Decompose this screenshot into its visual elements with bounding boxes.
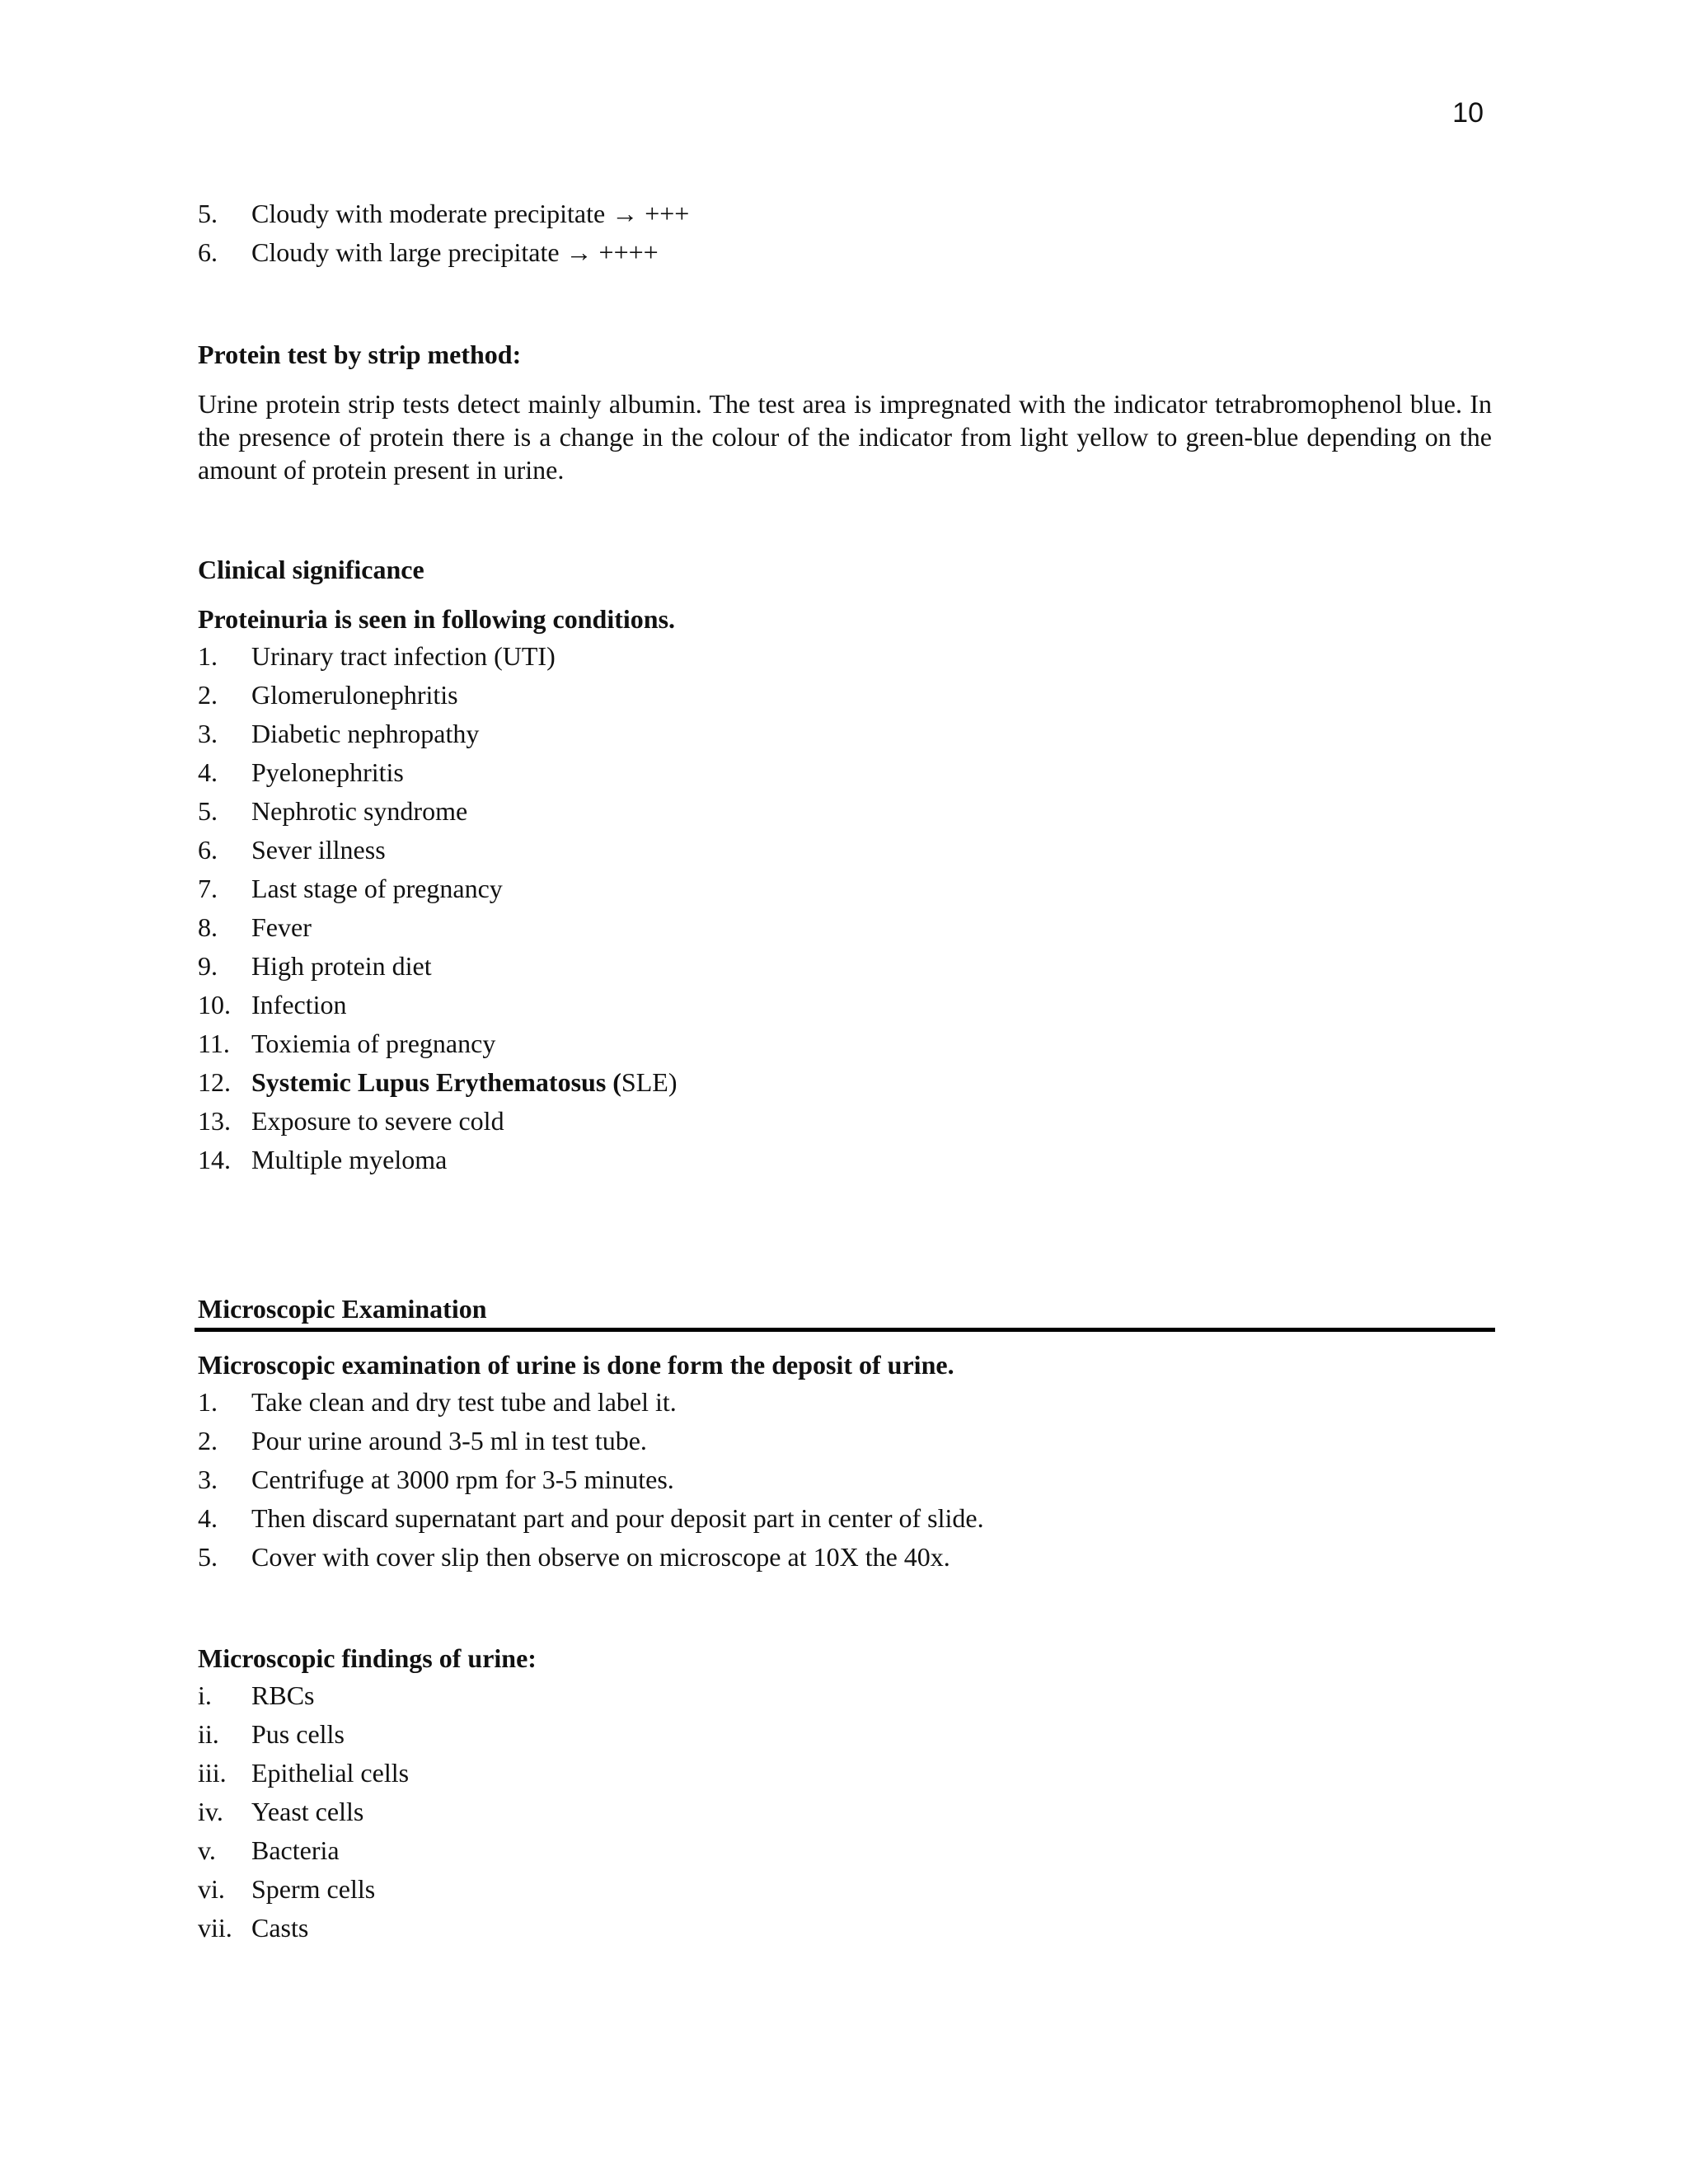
list-item-number: vii.	[198, 1913, 232, 1943]
list-item-text: Urinary tract infection (UTI)	[251, 641, 556, 671]
clinical-significance-section	[198, 551, 1492, 1179]
list-item-rest-text: SLE)	[621, 1067, 678, 1097]
list-item-text: Exposure to severe cold	[251, 1106, 504, 1136]
list-item-number: 9.	[198, 951, 218, 981]
list-item-text: Infection	[251, 990, 347, 1019]
section-divider	[195, 1328, 1495, 1332]
list-item	[198, 1063, 1492, 1102]
list-item-text: Sperm cells	[251, 1874, 376, 1904]
list-item-number: v.	[198, 1835, 216, 1865]
list-item	[198, 637, 1492, 676]
list-item-number: 10.	[198, 990, 231, 1019]
list-item-number: 6.	[198, 835, 218, 865]
list-item	[198, 1715, 1492, 1754]
list-item-text: Centrifuge at 3000 rpm for 3-5 minutes.	[251, 1465, 674, 1494]
list-item-text: Last stage of pregnancy	[251, 874, 503, 903]
list-item	[198, 1024, 1492, 1063]
list-item	[198, 194, 1492, 233]
list-item-number: 14.	[198, 1145, 231, 1174]
list-item-number: 4.	[198, 1503, 218, 1533]
microscopic-findings-section	[198, 1640, 1492, 1947]
microscopic-examination-section	[198, 1347, 1492, 1577]
section-heading: Microscopic Examination	[198, 1294, 487, 1324]
list-item-number: 1.	[198, 1387, 218, 1417]
section-heading: Microscopic findings of urine:	[198, 1643, 537, 1673]
list-item-text	[251, 1063, 677, 1102]
list-item	[198, 1870, 1492, 1909]
list-item	[198, 869, 1492, 908]
strip-method-section	[198, 336, 1492, 486]
list-item	[198, 715, 1492, 753]
list-item-number: 12.	[198, 1067, 231, 1097]
list-item	[198, 1538, 1492, 1577]
list-item-number: 2.	[198, 680, 218, 710]
list-item-text: Cloudy with moderate precipitate → +++	[251, 199, 690, 228]
list-item-number: 5.	[198, 1542, 218, 1572]
list-item	[198, 233, 1492, 272]
procedure-steps-list	[198, 1383, 1492, 1577]
list-item	[198, 1460, 1492, 1499]
list-item	[198, 947, 1492, 986]
list-item	[198, 908, 1492, 947]
list-item-number: vi.	[198, 1874, 225, 1904]
list-item	[198, 1676, 1492, 1715]
section-subheading: Microscopic examination of urine is done form the deposit of urine.	[198, 1350, 954, 1380]
list-item-text: RBCs	[251, 1680, 315, 1710]
list-item-text: Fever	[251, 912, 312, 942]
list-item	[198, 1793, 1492, 1831]
section-heading: Clinical significance	[198, 555, 424, 584]
list-item	[198, 1909, 1492, 1947]
list-item-text: Casts	[251, 1913, 309, 1943]
list-item	[198, 1422, 1492, 1460]
list-item-number: ii.	[198, 1719, 219, 1749]
list-item	[198, 986, 1492, 1024]
list-item	[198, 1102, 1492, 1141]
list-item-text: Cover with cover slip then observe on microscope at 10X the 40x.	[251, 1542, 950, 1572]
list-item-text: Toxiemia of pregnancy	[251, 1029, 496, 1058]
list-item	[198, 753, 1492, 792]
list-item	[198, 1831, 1492, 1870]
list-item-text: Sever illness	[251, 835, 386, 865]
section-subheading: Proteinuria is seen in following conditions.	[198, 604, 676, 634]
list-item-text: Yeast cells	[251, 1797, 364, 1826]
list-item	[198, 1754, 1492, 1793]
list-item-number: i.	[198, 1680, 212, 1710]
list-item-text: Bacteria	[251, 1835, 340, 1865]
list-item-text: Glomerulonephritis	[251, 680, 458, 710]
list-item-text: Pyelonephritis	[251, 757, 404, 787]
list-item-number: 1.	[198, 641, 218, 671]
list-item	[198, 831, 1492, 869]
list-item-number: 4.	[198, 757, 218, 787]
list-item	[198, 676, 1492, 715]
list-item-bold-text: Systemic Lupus Erythematosus (	[251, 1067, 621, 1097]
list-item-number: 6.	[198, 237, 218, 267]
list-item	[198, 1383, 1492, 1422]
list-item-number: iv.	[198, 1797, 223, 1826]
list-item-text: Pour urine around 3-5 ml in test tube.	[251, 1426, 647, 1455]
page-number: 10	[1452, 97, 1484, 129]
list-item-text: Diabetic nephropathy	[251, 719, 480, 748]
list-item-text: Multiple myeloma	[251, 1145, 448, 1174]
list-item-text: High protein diet	[251, 951, 432, 981]
list-item-text: Pus cells	[251, 1719, 345, 1749]
microscopic-heading-block	[198, 1291, 1492, 1327]
list-item-number: 8.	[198, 912, 218, 942]
list-item	[198, 1499, 1492, 1538]
list-item-text: Cloudy with large precipitate → ++++	[251, 237, 659, 267]
list-item-text: Then discard supernatant part and pour deposit part in center of slide.	[251, 1503, 984, 1533]
list-item-number: 2.	[198, 1426, 218, 1455]
list-item-number: 3.	[198, 1465, 218, 1494]
list-item-number: 5.	[198, 796, 218, 826]
list-item-text: Nephrotic syndrome	[251, 796, 468, 826]
conditions-list	[198, 637, 1492, 1179]
list-item-number: iii.	[198, 1758, 227, 1788]
section-paragraph: Urine protein strip tests detect mainly albumin. The test area is impregnated with the indicator tetrabromophenol blue. In the presence of protein there is a change in the colour of the indicator from light yellow to green-blue depending on the amount of protein present in urine.	[198, 389, 1492, 485]
section-heading: Protein test by strip method:	[198, 340, 522, 369]
list-item-number: 3.	[198, 719, 218, 748]
grading-list	[198, 194, 1492, 272]
list-item-number: 13.	[198, 1106, 231, 1136]
list-item-text: Take clean and dry test tube and label it.	[251, 1387, 677, 1417]
list-item	[198, 792, 1492, 831]
list-item	[198, 1141, 1492, 1179]
findings-list	[198, 1676, 1492, 1947]
list-item-number: 5.	[198, 199, 218, 228]
list-item-number: 11.	[198, 1029, 230, 1058]
list-item-text: Epithelial cells	[251, 1758, 410, 1788]
list-item-number: 7.	[198, 874, 218, 903]
